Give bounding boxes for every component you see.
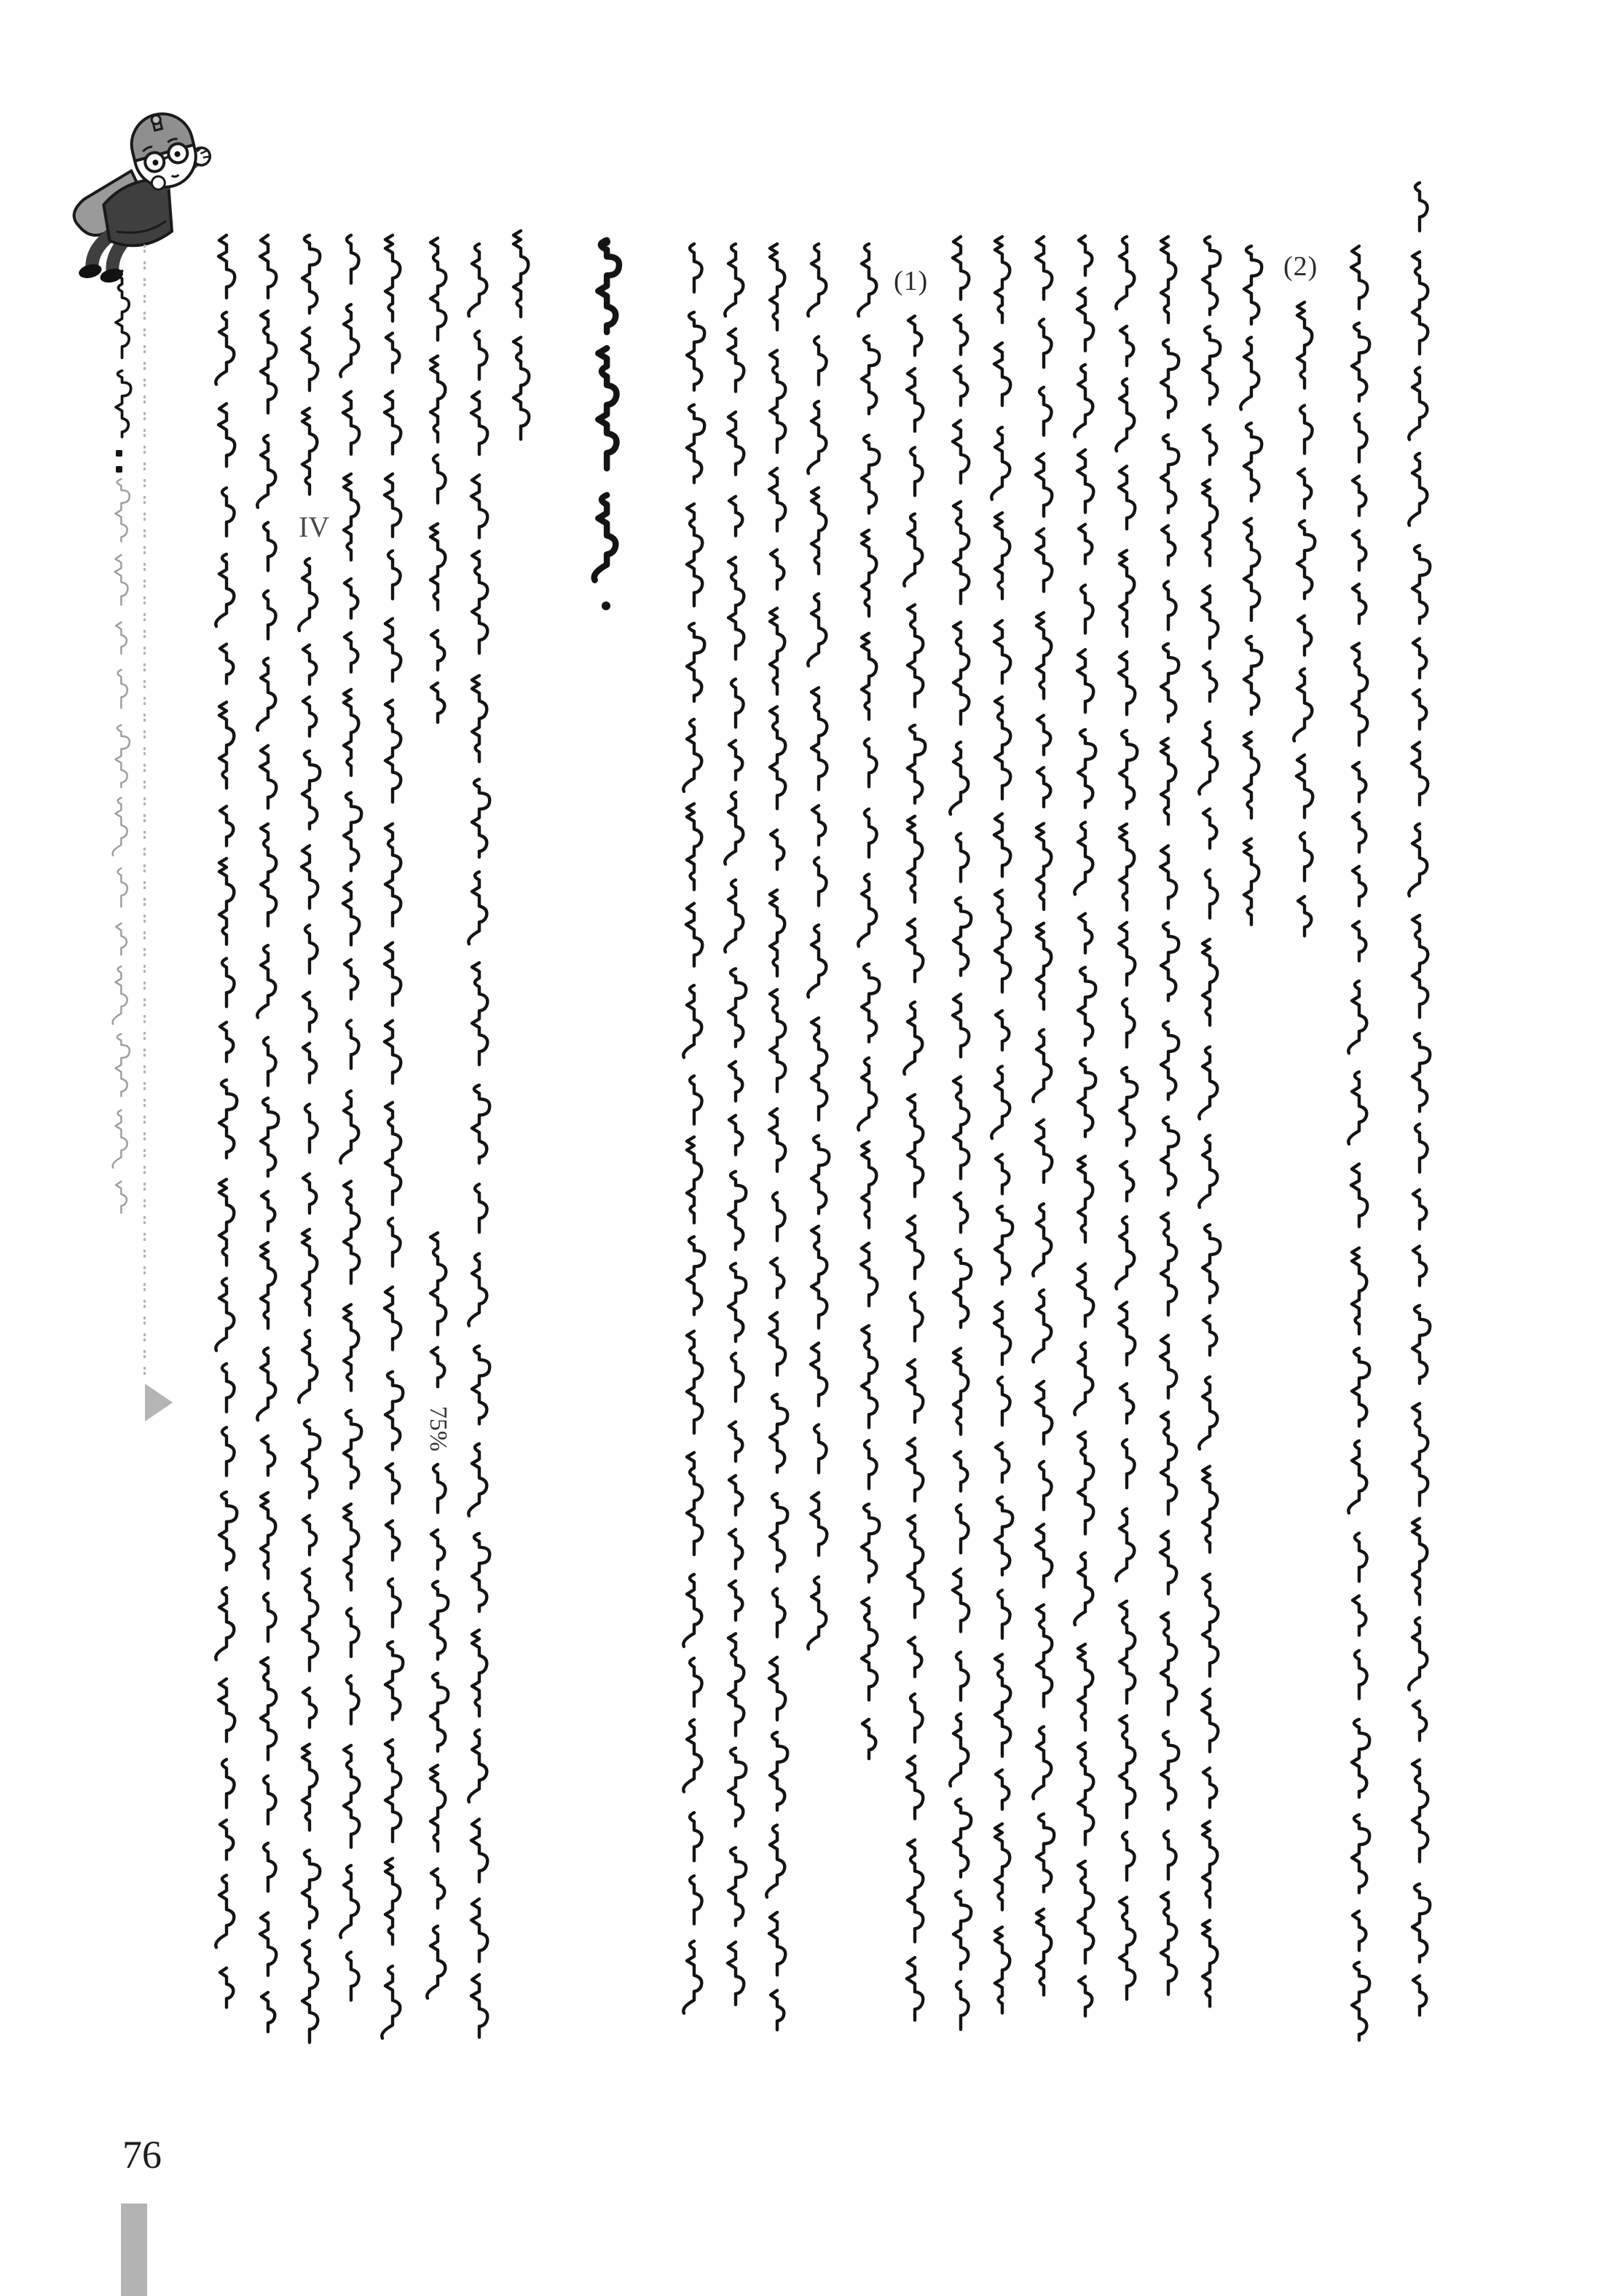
mongolian-script-line — [504, 227, 538, 468]
mascot-shoe — [77, 262, 103, 280]
arrow-right-icon — [145, 1384, 173, 1421]
page-number: 76 — [122, 2133, 162, 2177]
mongolian-script-line — [760, 240, 794, 2045]
mongolian-script-line — [719, 240, 752, 2045]
mongolian-script-line — [802, 240, 835, 1682]
mongolian-script-line — [1342, 242, 1376, 2051]
mongolian-script-line — [1152, 233, 1185, 2051]
mongolian-script-line — [293, 555, 326, 2048]
mongolian-script-line — [1027, 233, 1061, 2051]
item-marker: (1) — [894, 266, 929, 296]
mongolian-script-line — [852, 240, 886, 1770]
mongolian-script-line — [463, 240, 496, 2048]
mongolian-script-line — [1235, 242, 1268, 977]
mascot-cap-knob — [151, 114, 162, 125]
margin-note-label — [108, 268, 137, 446]
mongolian-script-line — [421, 1461, 455, 2048]
mascot-flying-student — [51, 102, 233, 284]
mongolian-script-line — [1193, 233, 1227, 2051]
mongolian-script-line — [587, 236, 625, 612]
mongolian-script-line — [677, 240, 711, 2045]
mongolian-script-line — [1288, 299, 1321, 1002]
mongolian-script-line — [293, 232, 326, 505]
mongolian-script-line — [376, 232, 409, 2048]
margin-note-colon — [116, 450, 123, 473]
mongolian-script-line — [985, 233, 1019, 2051]
dashed-guide-line — [143, 245, 146, 1382]
mongolian-script-line — [210, 232, 243, 2048]
mongolian-script-line — [944, 233, 977, 2051]
margin-note-body — [108, 476, 137, 1238]
mongolian-script-line — [421, 1229, 455, 1394]
mongolian-script-line — [421, 234, 455, 734]
mongolian-script-line — [1403, 179, 1436, 2051]
page-edge-bar — [121, 2204, 147, 2296]
inline-marker: 75% — [425, 1405, 452, 1452]
mongolian-script-line — [1110, 233, 1144, 2051]
mascot-illustration — [51, 102, 233, 284]
mongolian-script-line — [251, 232, 285, 2048]
mongolian-script-line — [898, 313, 932, 2051]
mongolian-script-line — [1069, 233, 1102, 2051]
item-marker: (2) — [1283, 251, 1318, 282]
inline-marker: IV — [299, 510, 330, 543]
mongolian-script-line — [334, 232, 368, 2048]
